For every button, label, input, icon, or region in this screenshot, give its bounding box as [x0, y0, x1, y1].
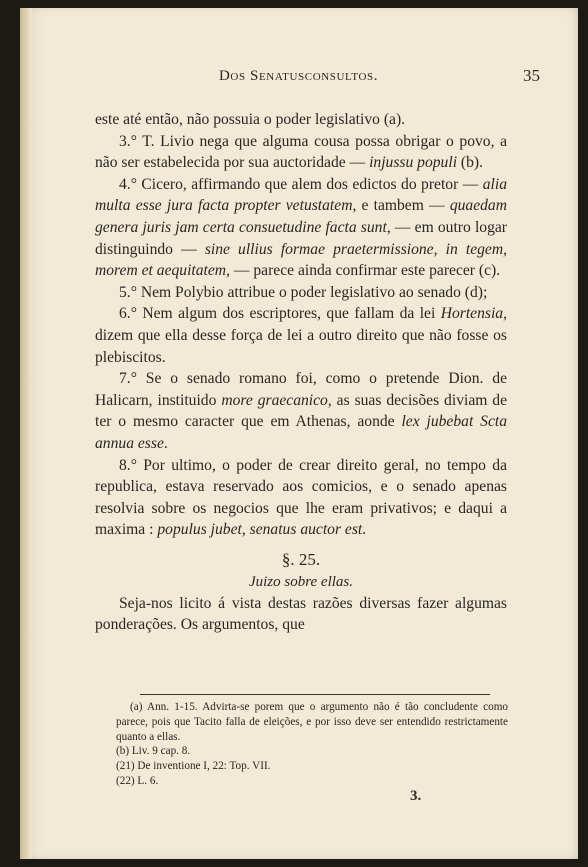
- paragraph: [95, 131, 507, 174]
- book-page: [20, 8, 578, 859]
- footnotes: [116, 700, 508, 789]
- paragraph: [95, 282, 507, 304]
- signature-mark: 3.: [410, 788, 422, 804]
- running-title: Dos Senatusconsultos.: [219, 68, 379, 84]
- footnote-d: (22) L. 6.: [116, 774, 159, 787]
- text-run: , dizem que ella desse força de lei a outro direito que não fosse os plebiscitos.: [95, 305, 507, 366]
- footnote-b: (b) Liv. 9 cap. 8.: [116, 745, 191, 758]
- text-run: 6.° Nem algum dos escriptores, que fallam da lei: [119, 305, 441, 323]
- latin-phrase: more graecanico: [221, 391, 328, 409]
- latin-phrase: populus jubet, senatus auctor est: [157, 521, 363, 539]
- page-gutter: [20, 8, 32, 859]
- text-run: 8.° Por ultimo, o poder de crear direito geral, no tempo da republica, estava reservado aos comicios, e o senado apenas resolvia sobre os negocios que lhe eram privativos; e daqui a maxima :: [95, 456, 507, 539]
- page-header: [115, 68, 540, 90]
- text-run: , — em outro logar distinguindo —: [95, 218, 507, 258]
- latin-phrase: injussu populi: [369, 154, 458, 172]
- text-run: .: [163, 434, 168, 452]
- page-number: 35: [523, 66, 540, 85]
- paragraph: [95, 303, 507, 368]
- text-run: 4.° Cicero, affirmando que alem dos edictos do pretor —: [119, 175, 483, 193]
- main-text: [95, 109, 507, 636]
- latin-phrase: lex jubebat Scta annua esse: [95, 413, 507, 452]
- text-run: este até então, não possuia o poder legislativo (a).: [95, 111, 406, 128]
- text-run: , as suas decisões diviam de ter o mesmo caracter que em Athenas, aonde: [95, 391, 507, 431]
- footnote-a: (a) Ann. 1-15. Advirta-se porem que o argumento não é tão concludente como parece, pois que Tacito falla de eleições, e por isso deve ser entendido restrictamente quanto a ellas.: [116, 701, 508, 743]
- footnote-c: (21) De inventione I, 22: Top. VII.: [116, 760, 271, 773]
- latin-phrase: Hortensia: [440, 305, 504, 323]
- latin-phrase: sine ullius formae praetermissione, in tegem, morem et aequitatem: [95, 240, 507, 280]
- paragraph: [95, 455, 507, 541]
- text-run: Seja-nos licito á vista destas razões diversas fazer algumas ponderações. Os argumentos, que: [95, 594, 507, 634]
- text-run: 7.° Se o senado romano foi, como o pretende Dion. de Halicarn, instituido: [95, 370, 507, 409]
- section-number: §. 25.: [281, 549, 321, 569]
- section-title: Juizo sobre ellas.: [248, 573, 354, 590]
- paragraph: [95, 593, 507, 636]
- text-run: , e tambem —: [352, 197, 450, 215]
- text-run: 5.° Nem Polybio attribue o poder legislativo ao senado (d);: [119, 283, 488, 301]
- text-run: (b).: [457, 154, 484, 172]
- latin-phrase: alia multa esse jura facta propter vetustatem: [95, 175, 507, 215]
- text-run: , — parece ainda confirmar este parecer (c).: [226, 262, 501, 280]
- paragraph: [95, 368, 507, 454]
- text-run: 3.° T. Livio nega que alguma cousa possa obrigar o povo, a não ser estabelecida por sua auctoridade —: [95, 132, 507, 172]
- latin-phrase: quaedam genera juris jam certa consuetudine facta sunt: [95, 197, 507, 236]
- paragraph: [95, 174, 507, 282]
- paragraph: [95, 109, 507, 131]
- text-run: .: [362, 521, 367, 539]
- footnote-divider: [140, 694, 490, 695]
